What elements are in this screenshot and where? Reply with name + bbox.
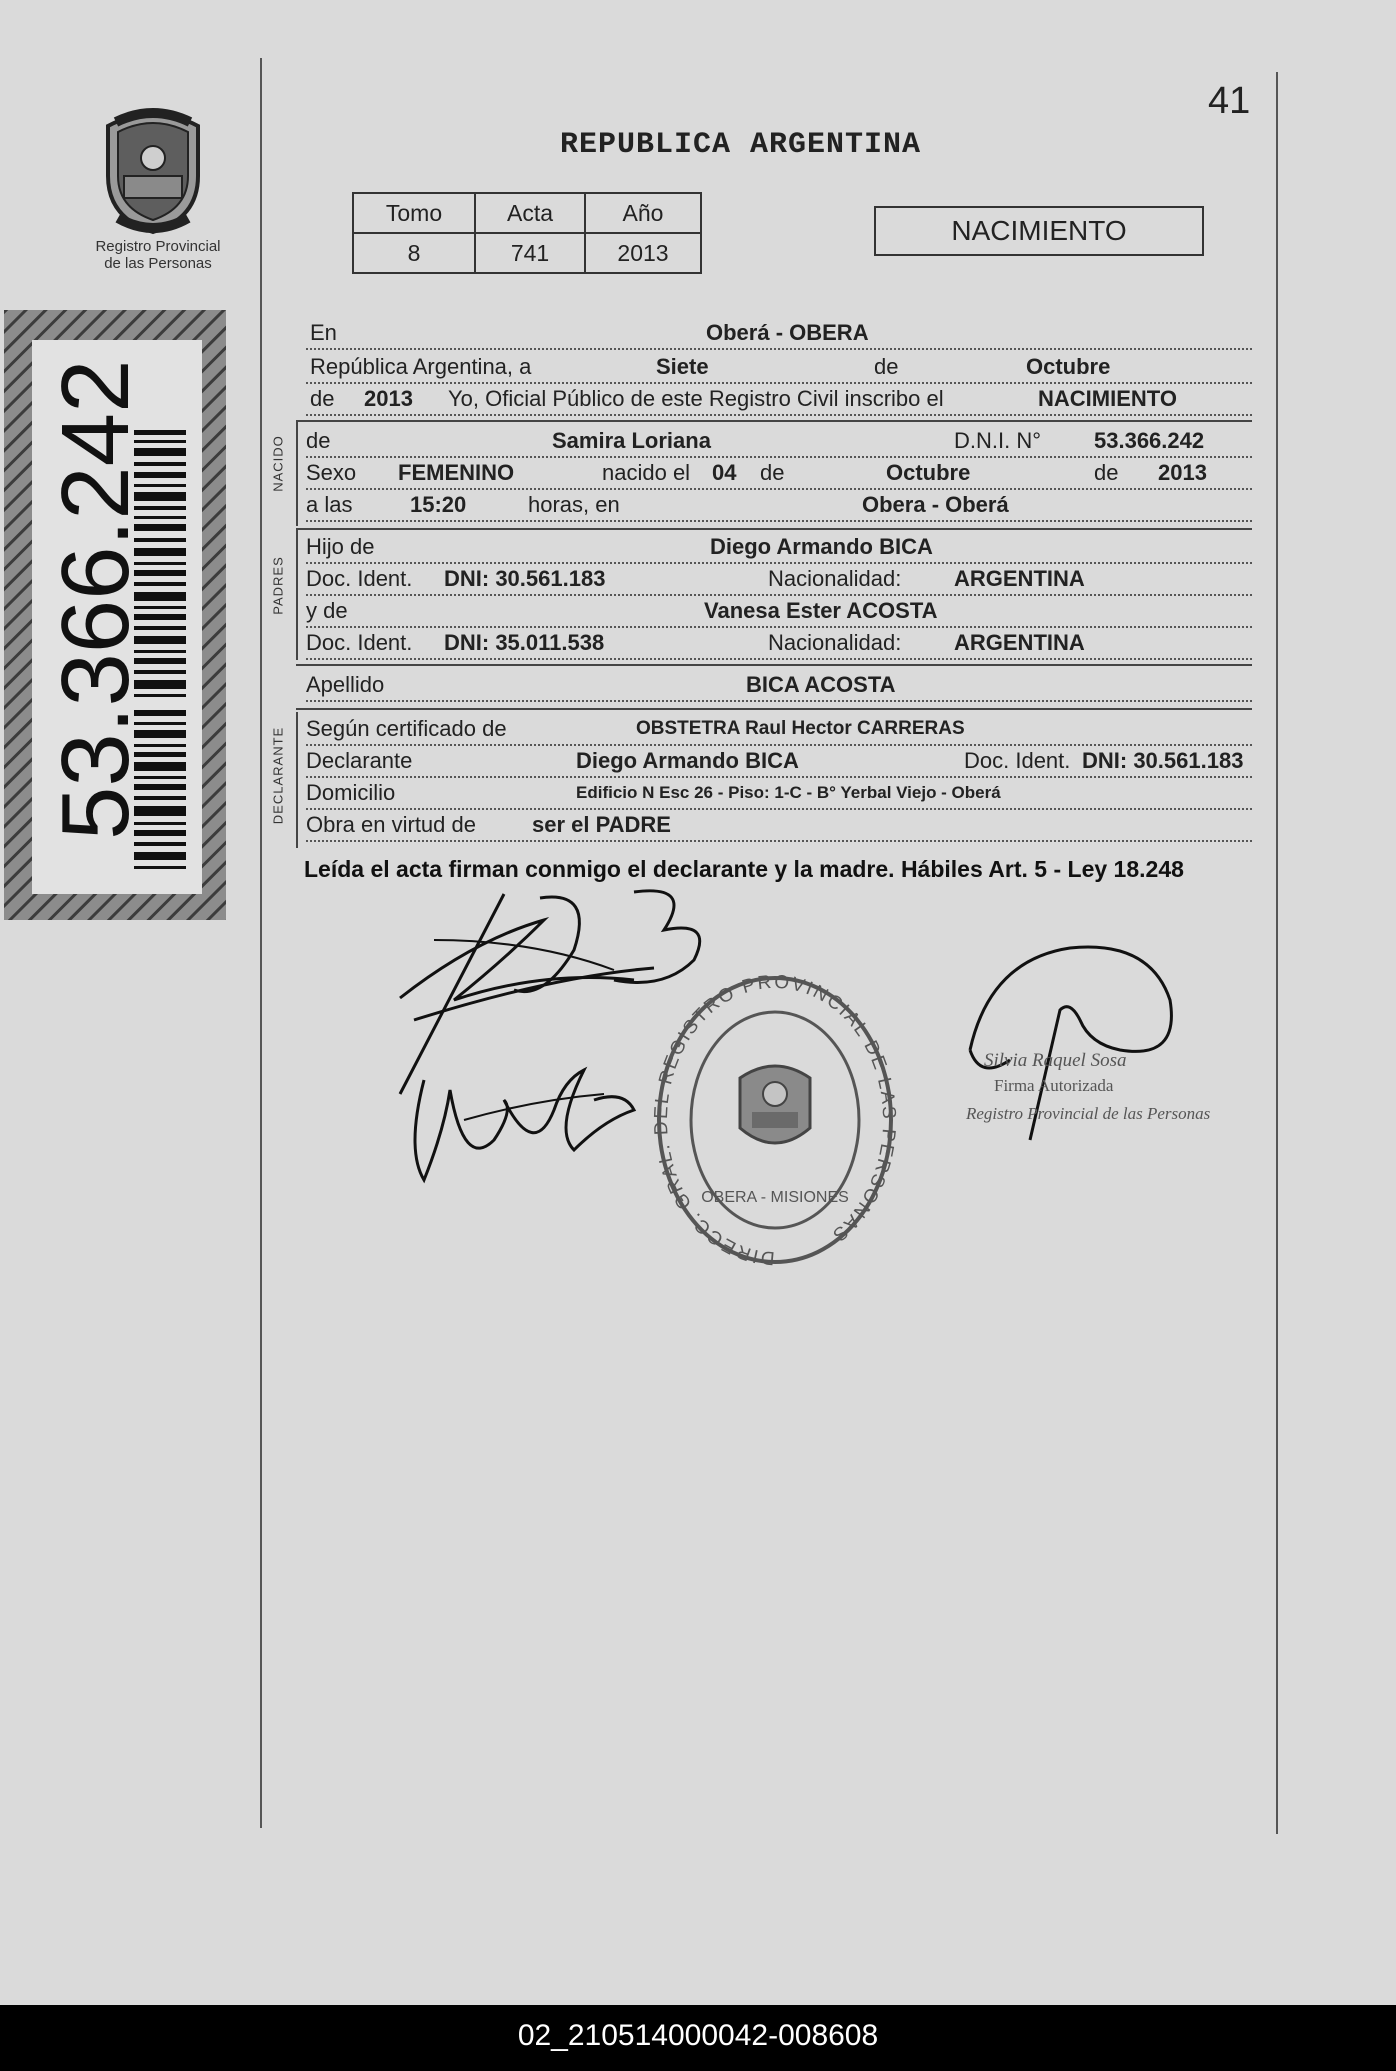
file-id: 02_210514000042-008608 (517, 2019, 879, 2052)
section-label-declarante: DECLARANTE (270, 726, 286, 825)
registry-logo-line1: Registro Provincial (95, 238, 221, 255)
sex-label: Sexo (306, 460, 357, 485)
record-value-acta: 741 (475, 233, 585, 273)
barcode-sticker-graphic (4, 310, 226, 920)
barcode-dni-text: 53.366.242 (42, 359, 149, 840)
father-doc-value: DNI: 30.561.183 (444, 566, 606, 591)
registrar-statement: Yo, Oficial Público de este Registro Civil inscribo el (448, 386, 944, 411)
certificate-label: Según certificado de (306, 716, 507, 741)
father-doc-label: Doc. Ident. (306, 566, 413, 591)
bracket-declarante (296, 712, 298, 848)
capacity-value: ser el PADRE (532, 812, 671, 837)
father-label: Hijo de (306, 534, 375, 559)
inscription-value: NACIMIENTO (1038, 386, 1177, 411)
row-surname (306, 668, 1252, 702)
province-crest-icon (98, 106, 208, 236)
row-child-name (306, 424, 1252, 458)
row-mother (306, 594, 1252, 628)
time-label: a las (306, 492, 353, 517)
row-certificate (306, 712, 1252, 746)
born-de2-label: de (1094, 460, 1119, 485)
record-table-header-row (353, 193, 701, 233)
section-label-nacido: NACIDO (270, 435, 286, 492)
barcode-sticker (4, 310, 226, 920)
day-value: Siete (656, 354, 709, 379)
birth-place-value: Obera - Oberá (862, 492, 1009, 517)
row-place (306, 316, 1252, 350)
mother-doc-label: Doc. Ident. (306, 630, 413, 655)
hours-label: horas, en (528, 492, 620, 517)
seal-outer-text: DIRECC. GRAL. DEL REGISTRO PROVINCIAL DE LAS PERSONAS (650, 971, 900, 1268)
row-father-doc (306, 562, 1252, 596)
sex-value: FEMENINO (398, 460, 515, 485)
mother-nationality-label: Nacionalidad: (768, 630, 902, 655)
right-margin-line (1276, 72, 1278, 1834)
record-header-ano: Año (585, 193, 701, 233)
row-father (306, 530, 1252, 564)
surname-label: Apellido (306, 672, 385, 697)
time-value: 15:20 (410, 492, 467, 517)
row-declarant (306, 744, 1252, 778)
address-value: Edificio N Esc 26 - Piso: 1-C - B° Yerbal Viejo - Oberá (576, 783, 1001, 802)
declarant-doc-value: DNI: 30.561.183 (1082, 748, 1244, 773)
registry-seal-stamp (650, 968, 900, 1268)
declarant-value: Diego Armando BICA (576, 748, 799, 773)
row-time-place (306, 488, 1252, 522)
row-mother-doc (306, 626, 1252, 660)
child-dni-label: D.N.I. N° (954, 428, 1042, 453)
child-name-value: Samira Loriana (552, 428, 711, 453)
bracket-nacido (296, 422, 298, 526)
row-address (306, 776, 1252, 810)
republic-label: República Argentina, a (310, 354, 532, 379)
record-header-tomo: Tomo (353, 193, 475, 233)
mother-signature (404, 1050, 644, 1200)
surname-value: BICA ACOSTA (746, 672, 896, 697)
footer-bar (0, 2005, 1396, 2071)
month-label: de (874, 354, 899, 379)
certificate-value: OBSTETRA Raul Hector CARRERAS (636, 718, 965, 739)
record-value-tomo: 8 (353, 233, 475, 273)
separator-declarante (296, 708, 1252, 710)
official-registry: Registro Provincial de las Personas (966, 1104, 1211, 1123)
row-year (306, 382, 1252, 416)
mother-doc-value: DNI: 35.011.538 (444, 630, 605, 655)
born-year-value: 2013 (1158, 460, 1207, 485)
born-de1-label: de (760, 460, 785, 485)
mother-nationality-value: ARGENTINA (954, 630, 1085, 655)
born-day-value: 04 (712, 460, 737, 485)
act-type-box: NACIMIENTO (874, 206, 1204, 256)
mother-label: y de (306, 598, 348, 623)
registry-logo-line2: de las Personas (104, 255, 212, 272)
left-margin-line (260, 58, 262, 1828)
father-nationality-value: ARGENTINA (954, 566, 1085, 591)
child-name-label: de (306, 428, 331, 453)
seal-inner-text: OBERA - MISIONES (701, 1189, 849, 1206)
child-dni-value: 53.366.242 (1094, 428, 1205, 453)
registry-logo-label (60, 238, 256, 272)
place-value: Oberá - OBERA (706, 320, 869, 345)
year-value: 2013 (364, 386, 413, 411)
declarant-label: Declarante (306, 748, 413, 773)
country-title: REPUBLICA ARGENTINA (560, 128, 922, 162)
father-nationality-label: Nacionalidad: (768, 566, 902, 591)
declarant-doc-label: Doc. Ident. (964, 748, 1071, 773)
bracket-padres (296, 530, 298, 660)
record-table-value-row (353, 233, 701, 273)
record-value-ano: 2013 (585, 233, 701, 273)
record-header-acta: Acta (475, 193, 585, 233)
separator-apellido (296, 664, 1252, 666)
row-capacity (306, 808, 1252, 842)
official-name: Silvia Raquel Sosa (984, 1050, 1127, 1071)
address-label: Domicilio (306, 780, 396, 805)
mother-name-value: Vanesa Ester ACOSTA (704, 598, 938, 623)
separator-nacido (296, 420, 1252, 422)
row-date (306, 350, 1252, 384)
born-label: nacido el (602, 460, 691, 485)
official-role: Firma Autorizada (994, 1076, 1114, 1095)
year-label: de (310, 386, 335, 411)
father-name-value: Diego Armando BICA (710, 534, 933, 559)
place-label: En (310, 320, 337, 345)
month-value: Octubre (1026, 354, 1111, 379)
section-label-padres: PADRES (270, 556, 286, 615)
row-sex-born (306, 456, 1252, 490)
page-number: 41 (1208, 80, 1251, 122)
record-table (352, 192, 702, 274)
capacity-label: Obra en virtud de (306, 812, 476, 837)
closing-statement: Leída el acta firman conmigo el declarante y la madre. Hábiles Art. 5 - Ley 18.248 (304, 856, 1184, 882)
born-month-value: Octubre (886, 460, 971, 485)
